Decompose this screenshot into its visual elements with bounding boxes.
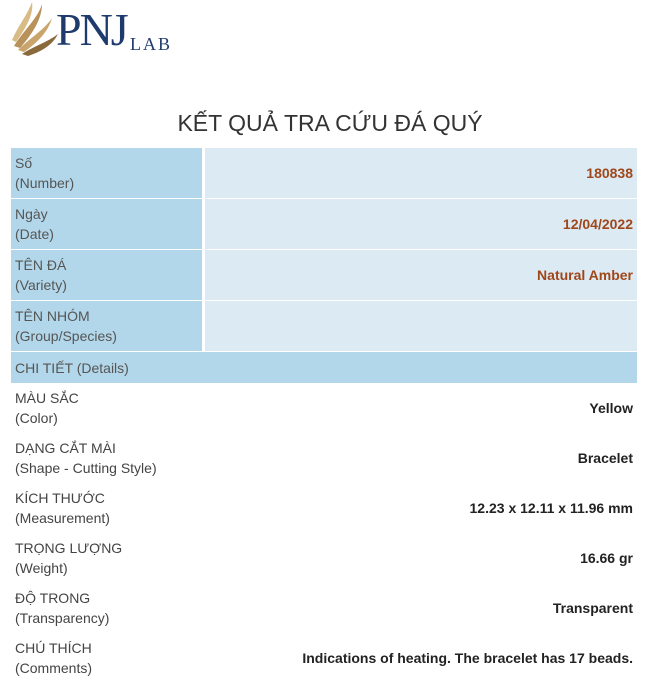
details-value: Yellow xyxy=(589,400,633,416)
summary-label-vn: Số xyxy=(15,155,33,171)
summary-label-vn: TÊN NHÓM xyxy=(15,308,90,324)
summary-row xyxy=(11,199,637,250)
details-row xyxy=(11,633,637,683)
summary-label-vn: Ngày xyxy=(15,206,48,222)
summary-value: 180838 xyxy=(204,148,638,199)
details-label xyxy=(11,633,204,683)
summary-label-vn: TÊN ĐÁ xyxy=(15,257,67,273)
summary-label-en: (Variety) xyxy=(15,277,67,293)
details-label xyxy=(11,433,204,483)
summary-row xyxy=(11,301,637,352)
details-label xyxy=(11,533,204,583)
details-value: Transparent xyxy=(552,600,633,616)
summary-value: 12/04/2022 xyxy=(204,199,638,250)
details-label xyxy=(11,583,204,633)
details-label-en: (Measurement) xyxy=(15,510,110,526)
summary-label xyxy=(11,301,204,352)
details-label-vn: ĐỘ TRONG xyxy=(15,590,91,606)
pnj-lab-logo xyxy=(12,0,172,62)
details-label xyxy=(11,383,204,433)
details-label-vn: DẠNG CẮT MÀI xyxy=(15,440,116,456)
details-row xyxy=(11,483,637,533)
details-label-en: (Shape - Cutting Style) xyxy=(15,460,157,476)
details-value: Bracelet xyxy=(577,450,633,466)
details-row xyxy=(11,383,637,433)
details-label-vn: MÀU SẮC xyxy=(15,390,79,406)
details-value: Indications of heating. The bracelet has 17 beads. xyxy=(302,650,633,666)
summary-label-en: (Date) xyxy=(15,226,54,242)
details-row xyxy=(11,433,637,483)
details-value: 12.23 x 12.11 x 11.96 mm xyxy=(469,500,633,516)
details-label-en: (Color) xyxy=(15,410,58,426)
details-header-row xyxy=(11,352,637,384)
summary-row xyxy=(11,250,637,301)
summary-label-en: (Group/Species) xyxy=(15,328,117,344)
summary-label xyxy=(11,199,204,250)
summary-label xyxy=(11,250,204,301)
result-table xyxy=(11,148,637,683)
summary-label xyxy=(11,148,204,199)
details-label-vn: CHÚ THÍCH xyxy=(15,640,92,656)
details-label-vn: TRỌNG LƯỢNG xyxy=(15,540,123,556)
pnj-wing-icon xyxy=(12,0,60,60)
details-label-en: (Weight) xyxy=(15,560,68,576)
summary-value xyxy=(204,301,638,352)
details-label-en: (Comments) xyxy=(15,660,93,676)
summary-label-en: (Number) xyxy=(15,175,75,191)
details-header: CHI TIẾT (Details) xyxy=(11,352,637,384)
brand-suffix: LAB xyxy=(130,34,172,54)
details-value: 16.66 gr xyxy=(580,550,633,566)
details-label-vn: KÍCH THƯỚC xyxy=(15,490,105,506)
brand-name: PNJ xyxy=(56,4,127,55)
summary-row xyxy=(11,148,637,199)
page-title: KẾT QUẢ TRA CỨU ĐÁ QUÝ xyxy=(177,110,483,136)
summary-value: Natural Amber xyxy=(204,250,638,301)
details-label-en: (Transparency) xyxy=(15,610,110,626)
details-row xyxy=(11,533,637,583)
details-row xyxy=(11,583,637,633)
details-label xyxy=(11,483,204,533)
